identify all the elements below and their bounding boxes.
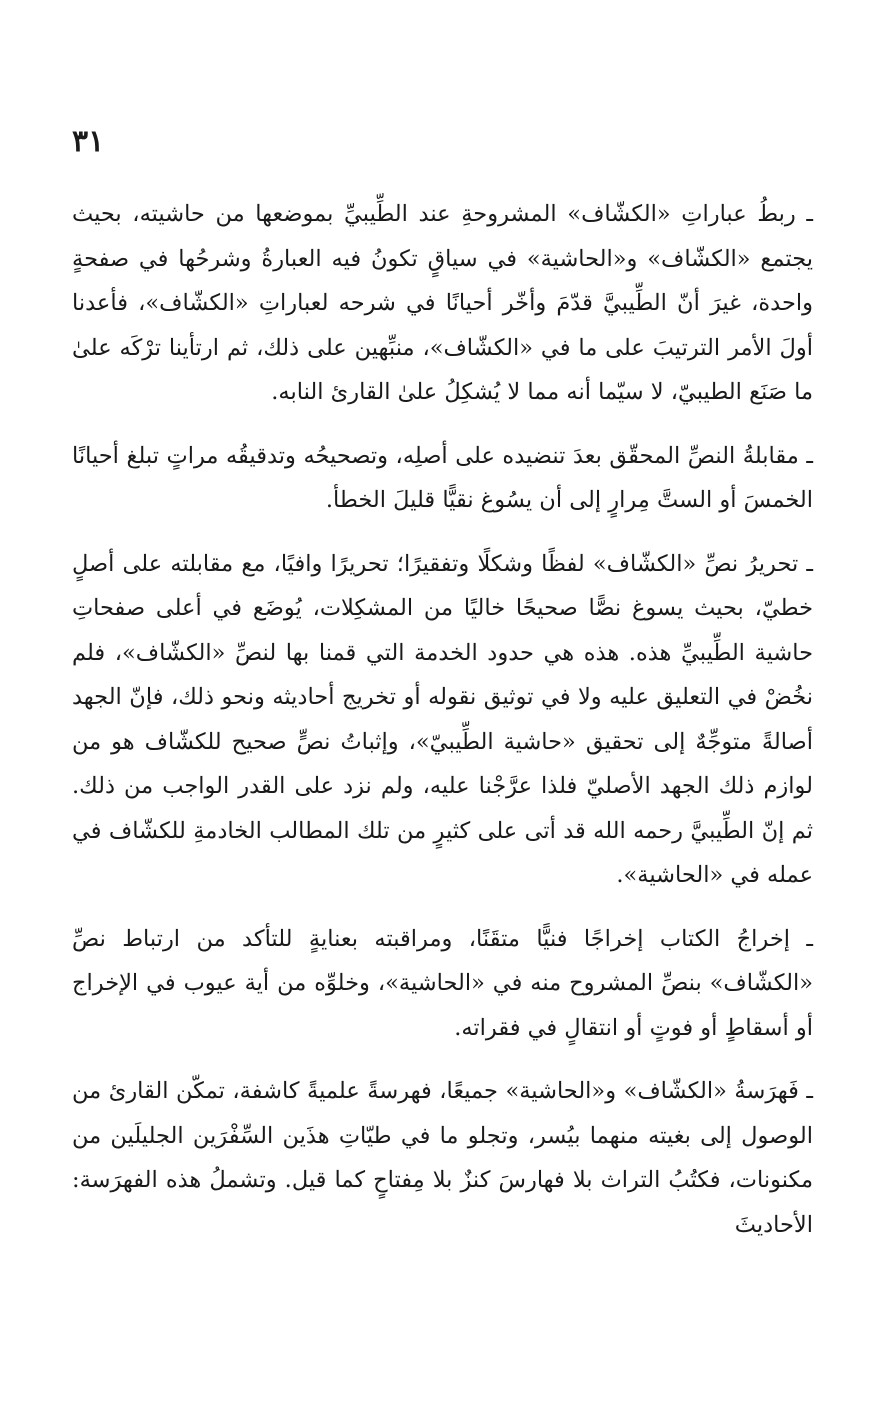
paragraph-linking-kashshaf-phrases: ـ ربطُ عباراتِ «الكشّاف» المشروحةِ عند الطِّيبيِّ بموضعها من حاشيته، بحيث يجتمع «الكشّاف» و«الحاشية» في سياقٍ تكونُ فيه العبارةُ وشرحُها في صفحةٍ واحدة، غيرَ أنّ الطِّيبيَّ قدّمَ وأخّر أحيانًا في شرحه لعباراتِ «الكشّاف»، فأعدنا أولَ الأمر الترتيبَ على ما في «الكشّاف»، منبِّهين على ذلك، ثم ارتأينا ترْكَه علىٰ ما صَنَع الطيبيّ، لا سيّما أنه مما لا يُشكِلُ علىٰ القارئ النابه. [72,201,813,405]
page-body [72,192,813,1247]
paragraph-text-collation: ـ مقابلةُ النصِّ المحقّق بعدَ تنضيده على أصلِه، وتصحيحُه وتدقيقُه مراتٍ تبلغ أحيانًا الخمسَ أو الستَّ مِرارٍ إلى أن يسُوغ نقيًّا قليلَ الخطأ. [72,442,813,513]
page-number: ٣١ [72,124,105,159]
paragraph-indexing: ـ فَهرَسةُ «الكشّاف» و«الحاشية» جميعًا، فهرسةً علميةً كاشفة، تمكّن القارئ من الوصول إلى بغيته منهما بيُسر، وتجلو ما في طيّاتِ هذَين السِّفْرَين الجليلَين من مكنونات، فكتُبُ التراث بلا فهارسَ كنزٌ بلا مِفتاحٍ كما قيل. وتشملُ هذه الفهرَسة: الأحاديثَ [72,1078,813,1238]
paragraph-kashshaf-editing: ـ تحريرُ نصِّ «الكشّاف» لفظًا وشكلًا وتفقيرًا؛ تحريرًا وافيًا، مع مقابلته على أصلٍ خطيّ، بحيث يسوغ نصًّا صحيحًا خاليًا من المشكِلات، يُوضَع في أعلى صفحاتِ حاشية الطِّيبيِّ هذه. هذه هي حدود الخدمة التي قمنا بها لنصِّ «الكشّاف»، فلم نخُضْ في التعليق عليه ولا في توثيق نقوله أو تخريج أحاديثه ونحو ذلك، فإنّ الجهد أصالةً متوجِّهٌ إلى تحقيق «حاشية الطِّيبيّ»، وإثباتُ نصٍّ صحيح للكشّاف هو من لوازم ذلك الجهد الأصليّ فلذا عرَّجْنا عليه، ولم نزد على القدر الواجب من ذلك. ثم إنّ الطِّيبيَّ رحمه الله قد أتى على كثيرٍ من تلك المطالب الخادمةِ للكشّاف في عمله في «الحاشية». [72,550,813,888]
paragraph-book-production: ـ إخراجُ الكتاب إخراجًا فنيًّا متقَنًا، ومراقبته بعنايةٍ للتأكد من ارتباط نصِّ «الكشّاف» بنصِّ المشروح منه في «الحاشية»، وخلوِّه من أية عيوب في الإخراج أو أسقاطٍ أو فوتٍ أو انتقالٍ في فقراته. [72,925,813,1041]
